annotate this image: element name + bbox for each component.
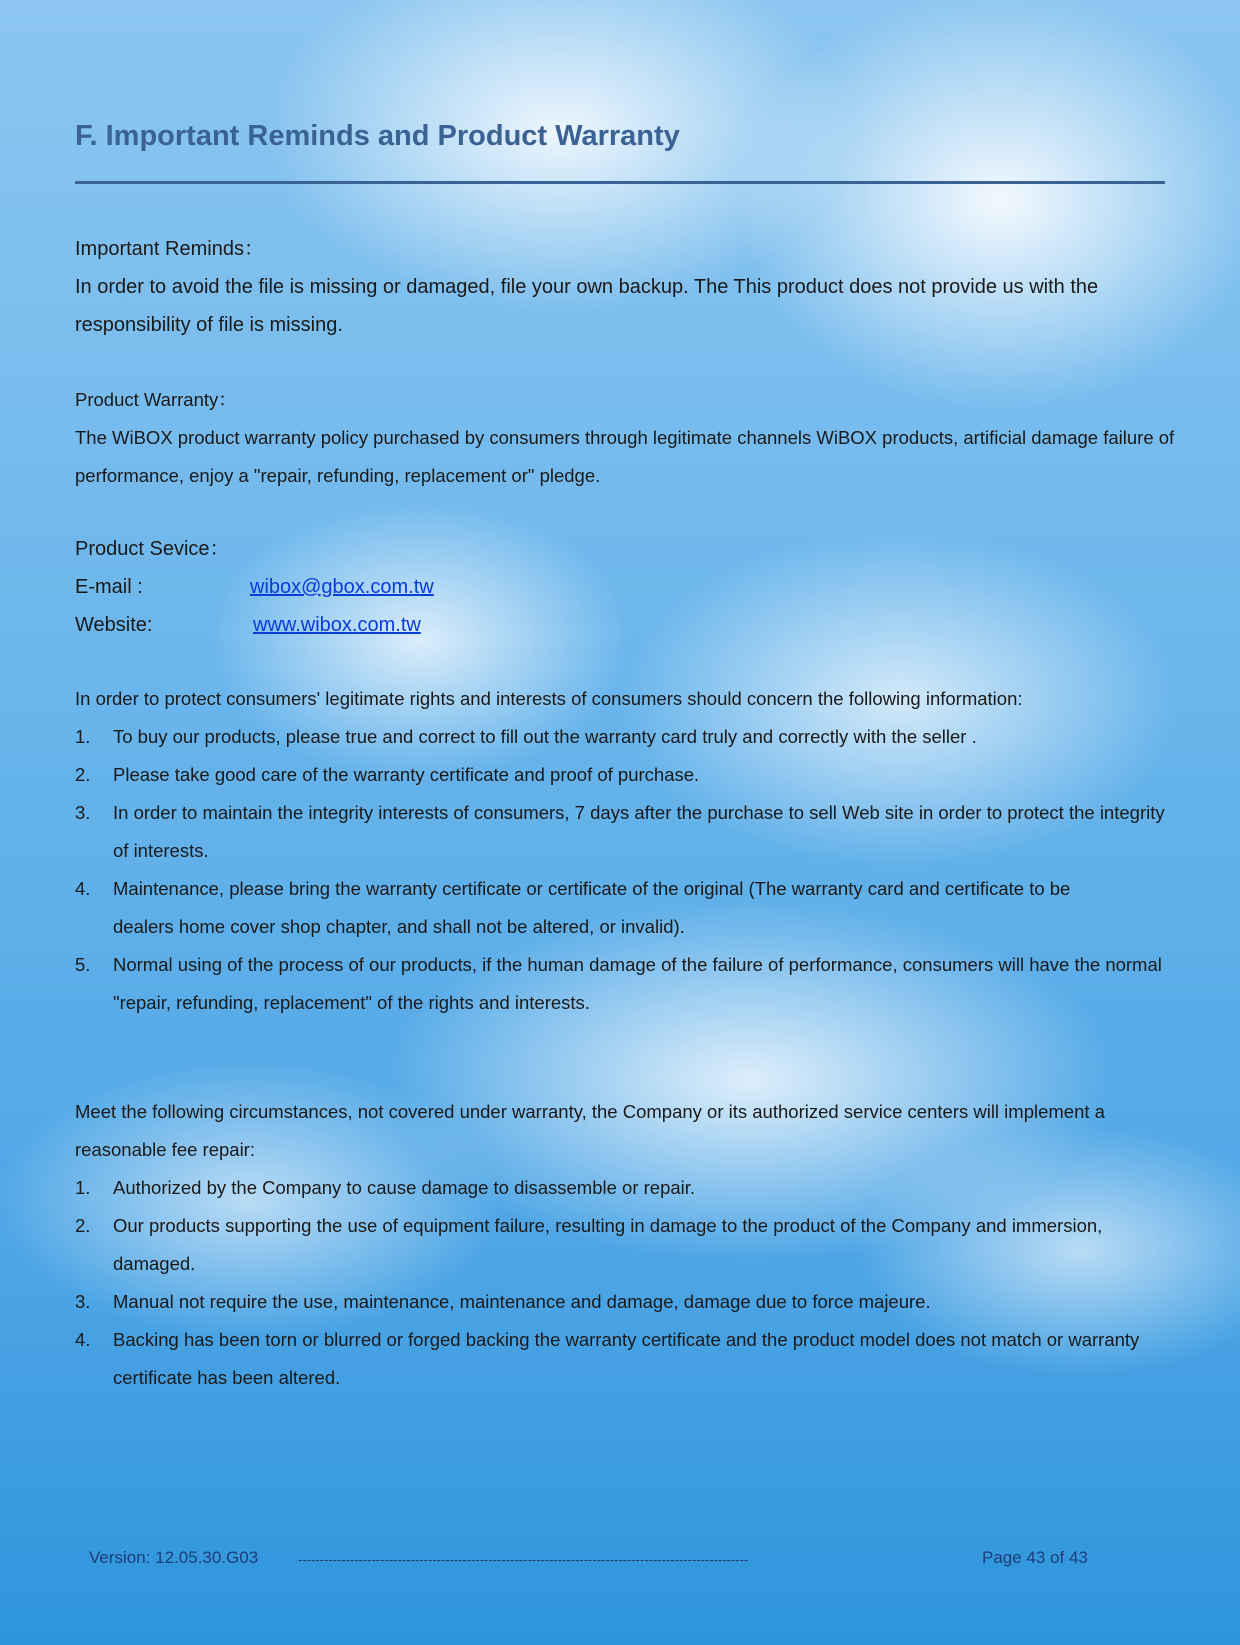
email-label: E-mail : (75, 576, 143, 598)
item-number: 4. (75, 1329, 91, 1350)
item-text: Manual not require the use, maintenance, maintenance and damage, damage due to force majeure. (113, 1291, 931, 1312)
item-number: 3. (75, 1291, 91, 1312)
item-number: 4. (75, 878, 91, 899)
email-link[interactable]: wibox@gbox.com.tw (250, 576, 434, 598)
item-text: Please take good care of the warranty certificate and proof of purchase. (113, 764, 700, 785)
list-item (75, 1283, 1175, 1321)
reminds-heading: Important Reminds： (75, 238, 264, 260)
footer-version: Version: 12.05.30.G03 (89, 1548, 259, 1567)
item-number: 1. (75, 726, 91, 747)
important-reminds-section (75, 230, 1175, 344)
item-number: 1. (75, 1177, 91, 1198)
exclusions-section (75, 1093, 1175, 1397)
product-warranty-section (75, 381, 1175, 495)
exclusions-list (75, 1169, 1175, 1397)
list-item (75, 1321, 1175, 1397)
list-item (75, 946, 1175, 1022)
product-service-section (75, 530, 675, 644)
warranty-heading: Product Warranty： (75, 389, 237, 410)
footer-page-number: Page 43 of 43 (982, 1548, 1088, 1567)
item-number: 2. (75, 764, 91, 785)
list-item (75, 794, 1175, 870)
item-text: To buy our products, please true and correct to fill out the warranty card truly and correctly with the seller . (113, 726, 977, 747)
item-text: Normal using of the process of our products, if the human damage of the failure of performance, consumers will have the normal "repair, refunding, replacement" of the rights and interests. (113, 954, 1162, 1013)
service-heading: Product Sevice： (75, 538, 230, 560)
page-title: F. Important Reminds and Product Warranty (75, 120, 680, 152)
website-link[interactable]: www.wibox.com.tw (253, 614, 421, 636)
footer-dashes: -------------------------------------------------------------------------------------------------------- (298, 1552, 749, 1567)
list-item (75, 756, 1175, 794)
rights-list (75, 718, 1175, 1022)
item-text: Backing has been torn or blurred or forged backing the warranty certificate and the product model does not match or warranty certificate has been altered. (113, 1329, 1140, 1388)
title-divider (75, 181, 1165, 184)
list-item (75, 1169, 1175, 1207)
rights-intro: In order to protect consumers' legitimate rights and interests of consumers should concern the following information: (75, 688, 1023, 709)
item-text: Authorized by the Company to cause damage to disassemble or repair. (113, 1177, 696, 1198)
item-number: 3. (75, 802, 91, 823)
item-number: 5. (75, 954, 91, 975)
item-number: 2. (75, 1215, 91, 1236)
reminds-body: In order to avoid the file is missing or damaged, file your own backup. The This product does not provide us with the responsibility of file is missing. (75, 276, 1099, 336)
warranty-body: The WiBOX product warranty policy purchased by consumers through legitimate channels WiBOX products, artificial damage failure of performance, enjoy a "repair, refunding, replacement or" pledge. (75, 427, 1175, 486)
consumer-rights-section (75, 680, 1175, 1022)
exclusions-intro: Meet the following circumstances, not covered under warranty, the Company or its authorized service centers will implement a reasonable fee repair: (75, 1101, 1105, 1160)
website-label: Website: (75, 614, 153, 636)
list-item (75, 1207, 1175, 1283)
item-text: Maintenance, please bring the warranty certificate or certificate of the original (The warranty card and certificate to be dealers home cover shop chapter, and shall not be altered, or invalid). (113, 878, 1071, 937)
list-item (75, 718, 1175, 756)
item-text: Our products supporting the use of equipment failure, resulting in damage to the product of the Company and immersion, damaged. (113, 1215, 1103, 1274)
item-text: In order to maintain the integrity interests of consumers, 7 days after the purchase to sell Web site in order to protect the integrity of interests. (113, 802, 1165, 861)
list-item (75, 870, 1175, 946)
